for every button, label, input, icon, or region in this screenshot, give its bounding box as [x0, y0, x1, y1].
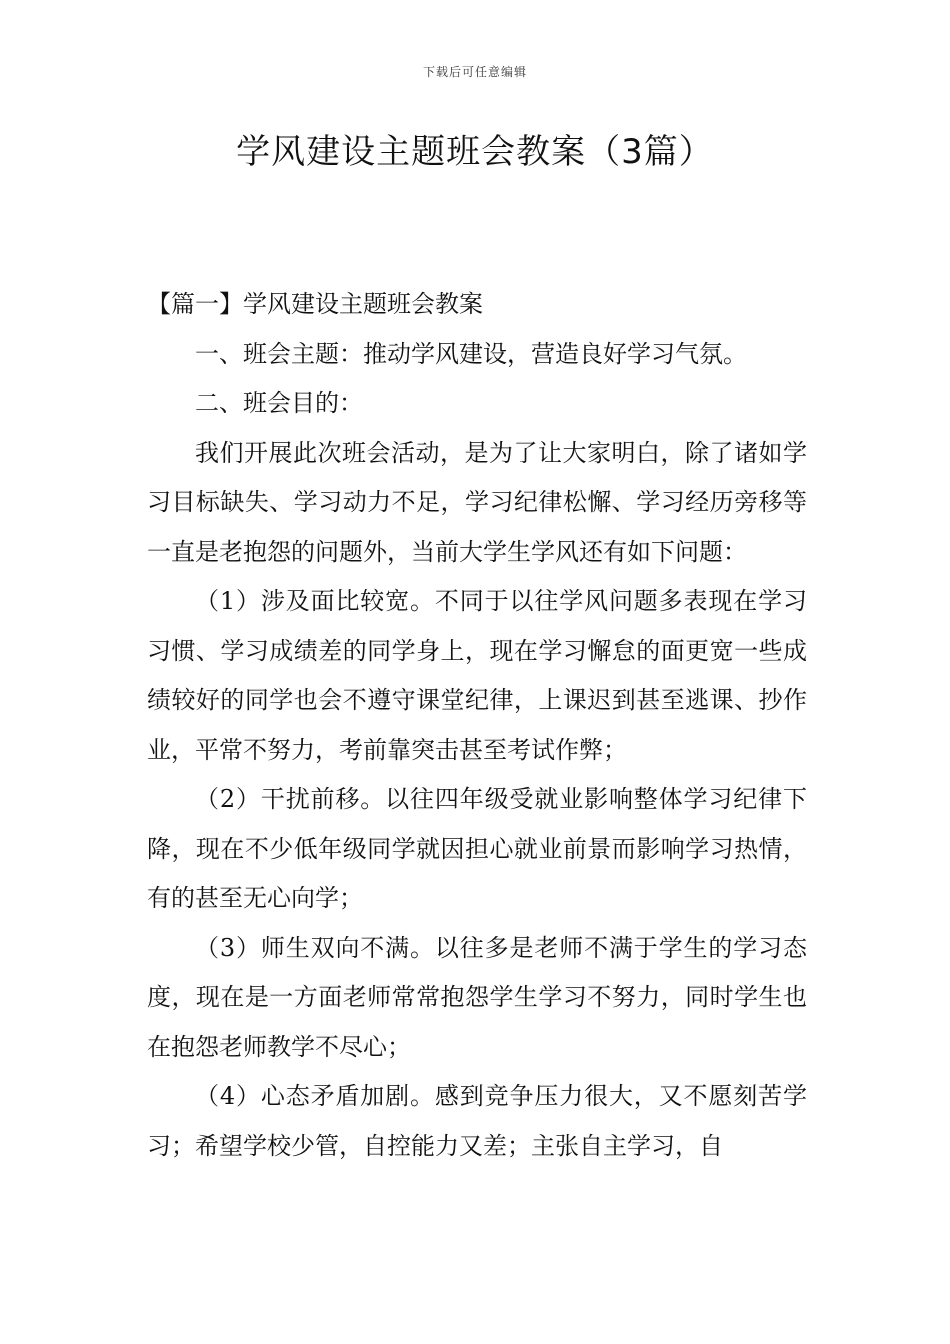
paragraph-purpose-body: 我们开展此次班会活动，是为了让大家明白，除了诸如学习目标缺失、学习动力不足，学习纪律松懈、学习经历旁移等一直是老抱怨的问题外，当前大学生学风还有如下问题：	[147, 438, 807, 566]
section-heading: 【篇一】学风建设主题班会教案	[147, 290, 483, 318]
paragraph-issue-3: （3）师生双向不满。以往多是老师不满于学生的学习态度，现在是一方面老师常常抱怨学生学习不努力，同时学生也在抱怨老师教学不尽心；	[147, 933, 807, 1061]
paragraph-issue-1: （1）涉及面比较宽。不同于以往学风问题多表现在学习习惯、学习成绩差的同学身上，现在学习懈怠的面更宽一些成绩较好的同学也会不遵守课堂纪律，上课迟到甚至逃课、抄作业，平常不努力，考前靠突击甚至考试作弊；	[147, 587, 807, 764]
paragraph-theme: 一、班会主题：推动学风建设，营造良好学习气氛。	[195, 339, 747, 368]
paragraph-issue-4: （4）心态矛盾加剧。感到竞争压力很大，又不愿刻苦学习；希望学校少管，自控能力又差；主张自主学习，自	[147, 1082, 807, 1160]
paragraph-issue-2: （2）干扰前移。以往四年级受就业影响整体学习纪律下降，现在不少低年级同学就因担心就业前景而影响学习热情，有的甚至无心向学；	[147, 785, 807, 912]
document-title: 学风建设主题班会教案（3篇）	[236, 132, 714, 172]
paragraph-purpose-heading: 二、班会目的：	[195, 389, 363, 417]
document-body	[147, 280, 807, 1171]
page-header-note: 下载后可任意编辑	[422, 65, 527, 79]
